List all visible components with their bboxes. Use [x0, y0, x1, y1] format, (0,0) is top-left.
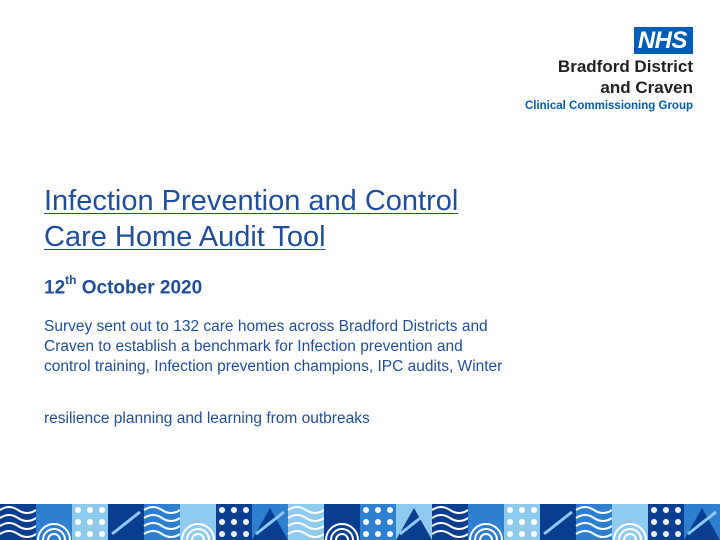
- org-subtitle: Clinical Commissioning Group: [524, 100, 693, 112]
- date-rest: October 2020: [76, 277, 203, 299]
- title-line-2: Care Home Audit Tool: [44, 221, 326, 253]
- survey-description: [44, 317, 644, 429]
- nhs-logo: [525, 27, 693, 113]
- org-name-line-1: Bradford District: [557, 57, 693, 76]
- slide-date: [44, 270, 202, 300]
- date-day: 12: [44, 277, 66, 299]
- survey-line-1: Survey sent out to 132 care homes across Bradford Districts and: [44, 318, 488, 335]
- date-suffix: th: [65, 273, 77, 287]
- survey-line-2: Craven to establish a benchmark for Infection prevention and: [44, 338, 463, 355]
- decorative-pattern-strip: [0, 504, 720, 540]
- survey-line-4: resilience planning and learning from outbreaks: [44, 410, 370, 427]
- survey-line-3: control training, Infection prevention champions, IPC audits, Winter: [44, 358, 503, 375]
- org-name-line-2: and Craven: [600, 78, 693, 97]
- slide-title: [44, 183, 458, 255]
- title-line-1: Infection Prevention and Control: [44, 185, 459, 217]
- nhs-badge: NHS: [634, 27, 693, 54]
